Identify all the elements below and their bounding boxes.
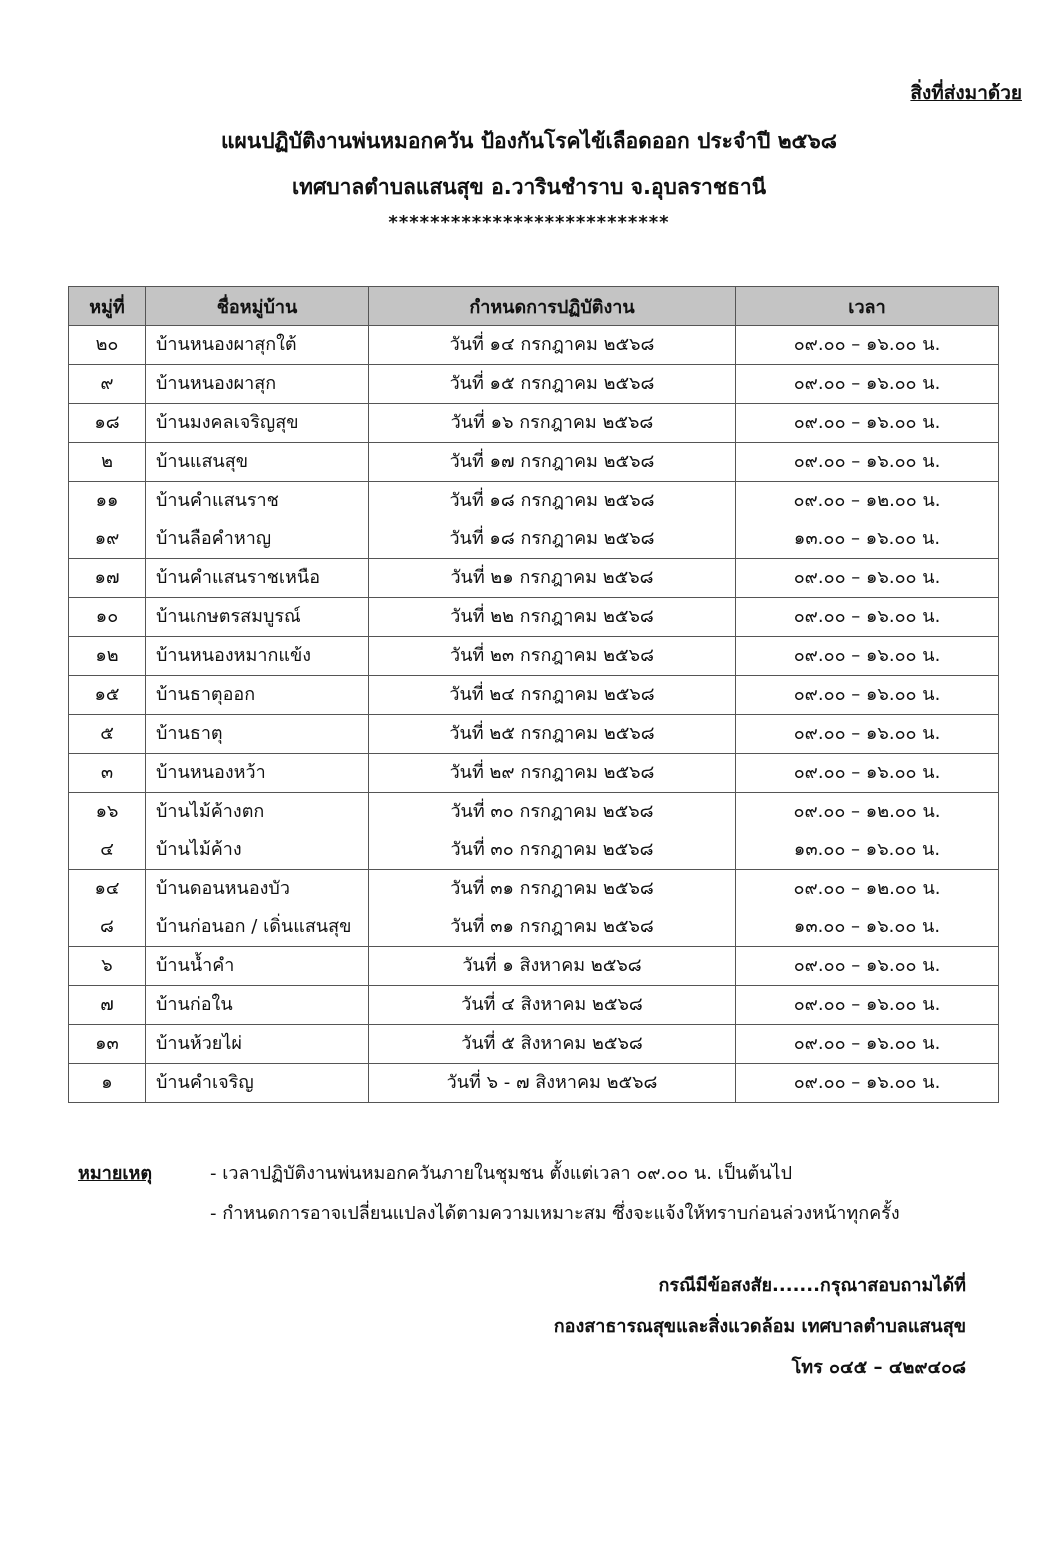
header-time: เวลา bbox=[736, 287, 999, 326]
table-row bbox=[69, 482, 999, 559]
table-row bbox=[69, 598, 999, 637]
moo-cell bbox=[69, 715, 146, 754]
schedule-date-cell bbox=[369, 365, 736, 404]
schedule-date-cell-line: วันที่ ๔ สิงหาคม ๒๕๖๘ bbox=[461, 994, 643, 1015]
schedule-date-cell bbox=[369, 715, 736, 754]
table-row bbox=[69, 715, 999, 754]
table-row bbox=[69, 326, 999, 365]
table-row bbox=[69, 754, 999, 793]
village-name-cell-line: บ้านน้ำคำ bbox=[156, 955, 235, 976]
schedule-date-cell bbox=[369, 676, 736, 715]
schedule-date-cell-line: วันที่ ๑๗ กรกฎาคม ๒๕๖๘ bbox=[449, 451, 655, 472]
schedule-date-cell bbox=[369, 482, 736, 559]
schedule-date-cell bbox=[369, 1064, 736, 1103]
moo-cell-line: ๑๑ bbox=[95, 490, 119, 511]
village-name-cell-line: บ้านธาตุออก bbox=[156, 684, 256, 705]
village-name-cell-line: บ้านก่อนอก / เดิ่นแสนสุข bbox=[156, 916, 352, 937]
schedule-date-cell bbox=[369, 1025, 736, 1064]
note-label: หมายเหตุ bbox=[78, 1163, 153, 1184]
table-row bbox=[69, 676, 999, 715]
table-row bbox=[69, 793, 999, 870]
note-line: - เวลาปฏิบัติงานพ่นหมอกควันภายในชุมชน ตั้งแต่เวลา ๐๙.๐๐ น. เป็นต้นไป bbox=[210, 1163, 793, 1184]
schedule-date-cell-line: วันที่ ๒๔ กรกฎาคม ๒๕๖๘ bbox=[449, 684, 655, 705]
village-name-cell-line: บ้านหนองผาสุกใต้ bbox=[156, 334, 297, 355]
header-village-name: ชื่อหมู่บ้าน bbox=[146, 287, 369, 326]
moo-cell bbox=[69, 793, 146, 870]
time-cell-line: ๐๙.๐๐ – ๑๒.๐๐ น. bbox=[793, 490, 941, 511]
moo-cell bbox=[69, 443, 146, 482]
village-name-cell-line: บ้านหนองหว้า bbox=[156, 762, 266, 783]
schedule-date-cell bbox=[369, 404, 736, 443]
village-name-cell bbox=[146, 1064, 369, 1103]
moo-cell bbox=[69, 676, 146, 715]
time-cell bbox=[736, 326, 999, 365]
time-cell-line: ๐๙.๐๐ – ๑๖.๐๐ น. bbox=[793, 606, 941, 627]
time-cell-line: ๐๙.๐๐ – ๑๒.๐๐ น. bbox=[793, 878, 941, 899]
schedule-date-cell-line: วันที่ ๓๐ กรกฎาคม ๒๕๖๘ bbox=[450, 839, 654, 860]
time-cell-line: ๑๓.๐๐ – ๑๖.๐๐ น. bbox=[793, 528, 941, 549]
village-name-cell-line: บ้านคำเจริญ bbox=[156, 1072, 254, 1093]
time-cell bbox=[736, 947, 999, 986]
moo-cell bbox=[69, 947, 146, 986]
moo-cell-line: ๑๖ bbox=[95, 801, 119, 822]
village-name-cell-line: บ้านลือคำหาญ bbox=[156, 528, 272, 549]
time-cell-line: ๐๙.๐๐ – ๑๖.๐๐ น. bbox=[793, 645, 941, 666]
time-cell bbox=[736, 365, 999, 404]
table-row bbox=[69, 870, 999, 947]
village-name-cell-line: บ้านคำแสนราชเหนือ bbox=[156, 567, 321, 588]
moo-cell bbox=[69, 365, 146, 404]
moo-cell-line: ๑ bbox=[101, 1072, 113, 1093]
time-cell bbox=[736, 986, 999, 1025]
table-row bbox=[69, 947, 999, 986]
moo-cell bbox=[69, 637, 146, 676]
time-cell-line: ๐๙.๐๐ – ๑๖.๐๐ น. bbox=[793, 1072, 941, 1093]
village-name-cell-line: บ้านห้วยไผ่ bbox=[156, 1033, 242, 1054]
moo-cell bbox=[69, 754, 146, 793]
schedule-date-cell-line: วันที่ ๓๑ กรกฎาคม ๒๕๖๘ bbox=[450, 916, 654, 937]
village-name-cell bbox=[146, 1025, 369, 1064]
schedule-date-cell bbox=[369, 986, 736, 1025]
title-separator: *************************** bbox=[388, 212, 670, 233]
schedule-date-cell-line: วันที่ ๒๒ กรกฎาคม ๒๕๖๘ bbox=[450, 606, 654, 627]
village-name-cell-line: บ้านหนองผาสุก bbox=[156, 373, 277, 394]
time-cell-line: ๐๙.๐๐ – ๑๒.๐๐ น. bbox=[793, 801, 941, 822]
village-name-cell-line: บ้านก่อใน bbox=[156, 994, 233, 1015]
schedule-date-cell bbox=[369, 870, 736, 947]
time-cell bbox=[736, 676, 999, 715]
village-name-cell bbox=[146, 637, 369, 676]
schedule-date-cell-line: วันที่ ๑๕ กรกฎาคม ๒๕๖๘ bbox=[449, 373, 655, 394]
moo-cell bbox=[69, 559, 146, 598]
time-cell-line: ๐๙.๐๐ – ๑๖.๐๐ น. bbox=[793, 955, 941, 976]
time-cell bbox=[736, 443, 999, 482]
schedule-date-cell bbox=[369, 326, 736, 365]
schedule-date-cell bbox=[369, 637, 736, 676]
time-cell bbox=[736, 559, 999, 598]
moo-cell-line: ๘ bbox=[100, 916, 114, 937]
header-moo: หมู่ที่ bbox=[69, 287, 146, 326]
time-cell-line: ๐๙.๐๐ – ๑๖.๐๐ น. bbox=[793, 334, 941, 355]
time-cell-line: ๐๙.๐๐ – ๑๖.๐๐ น. bbox=[793, 723, 941, 744]
schedule-date-cell-line: วันที่ ๕ สิงหาคม ๒๕๖๘ bbox=[461, 1033, 643, 1054]
moo-cell-line: ๑๒ bbox=[95, 645, 119, 666]
time-cell-line: ๐๙.๐๐ – ๑๖.๐๐ น. bbox=[793, 373, 941, 394]
village-name-cell bbox=[146, 404, 369, 443]
schedule-date-cell-line: วันที่ ๒๙ กรกฎาคม ๒๕๖๘ bbox=[449, 762, 655, 783]
moo-cell bbox=[69, 1064, 146, 1103]
village-name-cell bbox=[146, 947, 369, 986]
moo-cell-line: ๙ bbox=[100, 373, 114, 394]
table-header-row bbox=[69, 287, 999, 326]
schedule-date-cell bbox=[369, 793, 736, 870]
village-name-cell bbox=[146, 754, 369, 793]
schedule-date-cell bbox=[369, 559, 736, 598]
attachment-label: สิ่งที่ส่งมาด้วย bbox=[910, 82, 1022, 104]
village-name-cell-line: บ้านมงคลเจริญสุข bbox=[156, 412, 299, 433]
time-cell bbox=[736, 482, 999, 559]
schedule-date-cell-line: วันที่ ๓๐ กรกฎาคม ๒๕๖๘ bbox=[450, 801, 654, 822]
moo-cell bbox=[69, 986, 146, 1025]
village-name-cell-line: บ้านไม้ค้างตก bbox=[156, 801, 265, 822]
schedule-date-cell-line: วันที่ ๑๘ กรกฎาคม ๒๕๖๘ bbox=[449, 528, 655, 549]
moo-cell-line: ๑๐ bbox=[95, 606, 119, 627]
table-row bbox=[69, 365, 999, 404]
contact-department: กองสาธารณสุขและสิ่งแวดล้อม เทศบาลตำบลแสนสุข bbox=[553, 1316, 966, 1337]
village-name-cell bbox=[146, 870, 369, 947]
village-name-cell-line: บ้านหนองหมากแข้ง bbox=[156, 645, 312, 666]
village-name-cell bbox=[146, 482, 369, 559]
schedule-date-cell bbox=[369, 443, 736, 482]
note-line: - กำหนดการอาจเปลี่ยนแปลงได้ตามความเหมาะสม ซึ่งจะแจ้งให้ทราบก่อนล่วงหน้าทุกครั้ง bbox=[210, 1203, 900, 1224]
time-cell-line: ๐๙.๐๐ – ๑๖.๐๐ น. bbox=[793, 451, 941, 472]
time-cell bbox=[736, 754, 999, 793]
moo-cell-line: ๗ bbox=[100, 994, 114, 1015]
moo-cell-line: ๓ bbox=[100, 762, 114, 783]
document-subtitle: เทศบาลตำบลแสนสุข อ.วารินชำราบ จ.อุบลราชธานี bbox=[291, 175, 767, 199]
document-header bbox=[0, 122, 1058, 233]
village-name-cell-line: บ้านดอนหนองบัว bbox=[156, 878, 290, 899]
village-name-cell-line: บ้านคำแสนราช bbox=[156, 490, 279, 511]
time-cell bbox=[736, 793, 999, 870]
village-name-cell bbox=[146, 559, 369, 598]
moo-cell-line: ๒๐ bbox=[95, 334, 119, 355]
village-name-cell bbox=[146, 365, 369, 404]
moo-cell-line: ๔ bbox=[100, 839, 114, 860]
contact-inquiry: กรณีมีข้อสงสัย.......กรุณาสอบถามได้ที่ bbox=[658, 1275, 966, 1296]
time-cell bbox=[736, 715, 999, 754]
time-cell bbox=[736, 637, 999, 676]
moo-cell-line: ๑๙ bbox=[94, 528, 120, 549]
table-row bbox=[69, 986, 999, 1025]
village-name-cell bbox=[146, 676, 369, 715]
moo-cell-line: ๒ bbox=[101, 451, 113, 472]
schedule-date-cell bbox=[369, 598, 736, 637]
time-cell bbox=[736, 598, 999, 637]
schedule-date-cell-line: วันที่ ๑๘ กรกฎาคม ๒๕๖๘ bbox=[449, 490, 655, 511]
village-name-cell bbox=[146, 793, 369, 870]
schedule-date-cell-line: วันที่ ๑๔ กรกฎาคม ๒๕๖๘ bbox=[449, 334, 655, 355]
moo-cell bbox=[69, 482, 146, 559]
schedule-date-cell-line: วันที่ ๑ สิงหาคม ๒๕๖๘ bbox=[462, 955, 642, 976]
table-row bbox=[69, 637, 999, 676]
header-schedule: กำหนดการปฏิบัติงาน bbox=[369, 287, 736, 326]
village-name-cell-line: บ้านแสนสุข bbox=[156, 451, 249, 472]
moo-cell bbox=[69, 1025, 146, 1064]
village-name-cell-line: บ้านธาตุ bbox=[156, 723, 223, 744]
time-cell-line: ๑๓.๐๐ – ๑๖.๐๐ น. bbox=[793, 916, 941, 937]
moo-cell bbox=[69, 404, 146, 443]
moo-cell bbox=[69, 598, 146, 637]
note-lines bbox=[210, 1158, 900, 1238]
table-row bbox=[69, 559, 999, 598]
schedule-date-cell-line: วันที่ ๒๓ กรกฎาคม ๒๕๖๘ bbox=[450, 645, 654, 666]
schedule-date-cell bbox=[369, 947, 736, 986]
village-name-cell-line: บ้านเกษตรสมบูรณ์ bbox=[156, 606, 301, 627]
moo-cell bbox=[69, 870, 146, 947]
time-cell-line: ๐๙.๐๐ – ๑๖.๐๐ น. bbox=[793, 684, 941, 705]
time-cell bbox=[736, 870, 999, 947]
table-row bbox=[69, 404, 999, 443]
document-title: แผนปฏิบัติงานพ่นหมอกควัน ป้องกันโรคไข้เลือดออก ประจำปี ๒๕๖๘ bbox=[221, 129, 837, 153]
time-cell-line: ๐๙.๐๐ – ๑๖.๐๐ น. bbox=[793, 1033, 941, 1054]
time-cell-line: ๐๙.๐๐ – ๑๖.๐๐ น. bbox=[793, 762, 941, 783]
moo-cell-line: ๑๘ bbox=[94, 412, 120, 433]
table-row bbox=[69, 1025, 999, 1064]
village-name-cell bbox=[146, 715, 369, 754]
time-cell-line: ๐๙.๐๐ – ๑๖.๐๐ น. bbox=[793, 412, 941, 433]
schedule-date-cell-line: วันที่ ๒๕ กรกฎาคม ๒๕๖๘ bbox=[449, 723, 655, 744]
time-cell bbox=[736, 404, 999, 443]
contact-phone: โทร ๐๔๕ – ๔๒๙๔๐๘ bbox=[791, 1357, 966, 1378]
time-cell bbox=[736, 1064, 999, 1103]
time-cell bbox=[736, 1025, 999, 1064]
table-row bbox=[69, 1064, 999, 1103]
schedule-date-cell bbox=[369, 754, 736, 793]
contact-block bbox=[554, 1270, 966, 1393]
village-name-cell-line: บ้านไม้ค้าง bbox=[156, 839, 242, 860]
time-cell-line: ๑๓.๐๐ – ๑๖.๐๐ น. bbox=[793, 839, 941, 860]
village-name-cell bbox=[146, 986, 369, 1025]
moo-cell bbox=[69, 326, 146, 365]
village-name-cell bbox=[146, 598, 369, 637]
schedule-date-cell-line: วันที่ ๑๖ กรกฎาคม ๒๕๖๘ bbox=[450, 412, 654, 433]
moo-cell-line: ๕ bbox=[100, 723, 114, 744]
moo-cell-line: ๑๕ bbox=[94, 684, 120, 705]
moo-cell-line: ๑๗ bbox=[94, 567, 120, 588]
schedule-date-cell-line: วันที่ ๓๑ กรกฎาคม ๒๕๖๘ bbox=[450, 878, 654, 899]
schedule-date-cell-line: วันที่ ๒๑ กรกฎาคม ๒๕๖๘ bbox=[450, 567, 654, 588]
schedule-table bbox=[68, 286, 999, 1103]
schedule-date-cell-line: วันที่ ๖ - ๗ สิงหาคม ๒๕๖๘ bbox=[446, 1072, 658, 1093]
time-cell-line: ๐๙.๐๐ – ๑๖.๐๐ น. bbox=[793, 567, 941, 588]
village-name-cell bbox=[146, 326, 369, 365]
time-cell-line: ๐๙.๐๐ – ๑๖.๐๐ น. bbox=[793, 994, 941, 1015]
village-name-cell bbox=[146, 443, 369, 482]
moo-cell-line: ๖ bbox=[101, 955, 113, 976]
table-row bbox=[69, 443, 999, 482]
moo-cell-line: ๑๓ bbox=[95, 1033, 119, 1054]
moo-cell-line: ๑๔ bbox=[94, 878, 120, 899]
